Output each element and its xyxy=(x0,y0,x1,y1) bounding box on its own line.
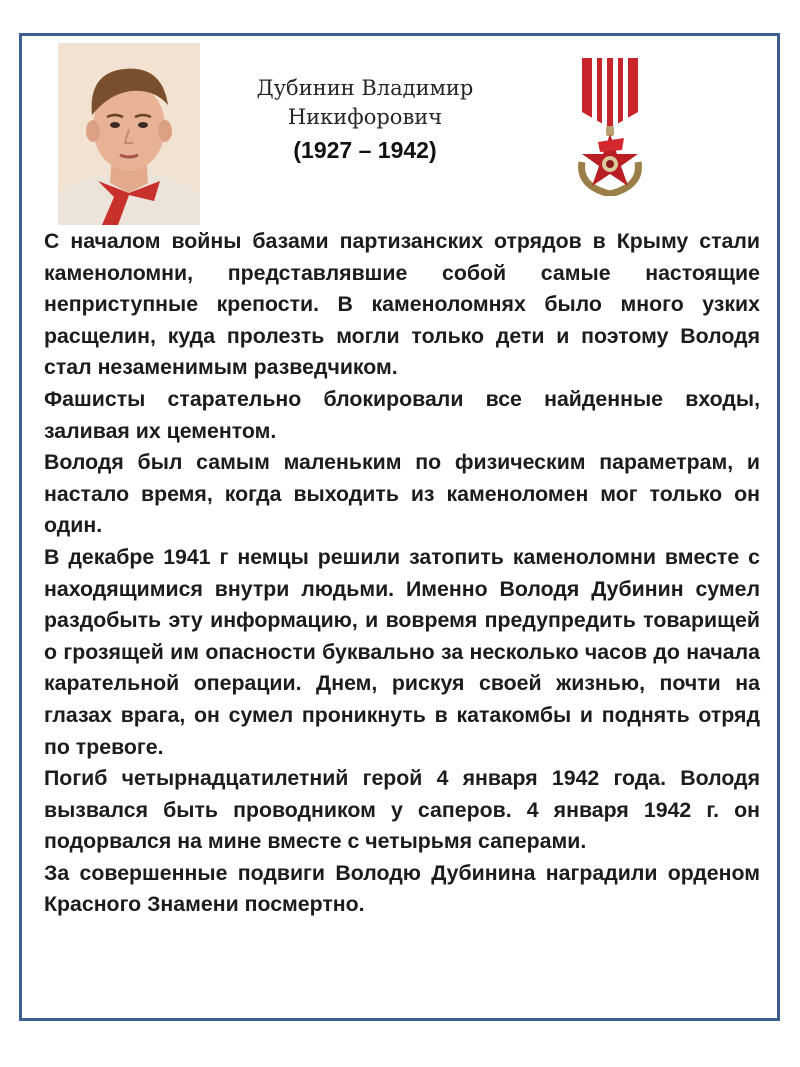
paragraph-3: Володя был самым маленьким по физическим параметрам, и настало время, когда выходить из каменоломен мог только он один. xyxy=(44,450,760,538)
life-years: (1927 – 1942) xyxy=(293,137,437,163)
paragraph-1: С началом войны базами партизанских отрядов в Крыму стали каменоломни, представлявшие собой самые настоящие неприступные крепости. В каменоломнях было много узких расщелин, куда пролезть могли только дети и поэтому Володя стал незаменимым разведчиком. xyxy=(44,229,760,380)
name-line-1: Дубинин Владимир xyxy=(256,76,474,100)
portrait-photo xyxy=(58,43,200,225)
paragraph-6: За совершенные подвиги Володю Дубинина наградили орденом Красного Знамени посмертно. xyxy=(44,860,760,917)
order-of-the-red-banner-icon xyxy=(568,54,652,196)
biography-text xyxy=(44,226,760,921)
paragraph-2: Фашисты старательно блокировали все найденные входы, заливая их цементом. xyxy=(44,386,760,443)
paragraph-5: Погиб четырнадцатилетний герой 4 января 1942 года. Володя вызвался быть проводником у саперов. 4 января 1942 г. он подорвался на мине вместе с четырьмя саперами. xyxy=(44,766,760,854)
name-line-2: Никифорович xyxy=(287,105,443,129)
paragraph-4: В декабре 1941 г немцы решили затопить каменоломни вместе с находящимися внутри людьми. Именно Володя Дубинин сумел раздобыть эту информацию, и вовремя предупредить товарищей о грозящей им опасности буквально за несколько часов до начала карательной операции. Днем, рискуя своей жизнью, почти на глазах врага, он сумел проникнуть в катакомбы и поднять отряд по тревоге. xyxy=(44,544,760,759)
header xyxy=(230,74,500,166)
